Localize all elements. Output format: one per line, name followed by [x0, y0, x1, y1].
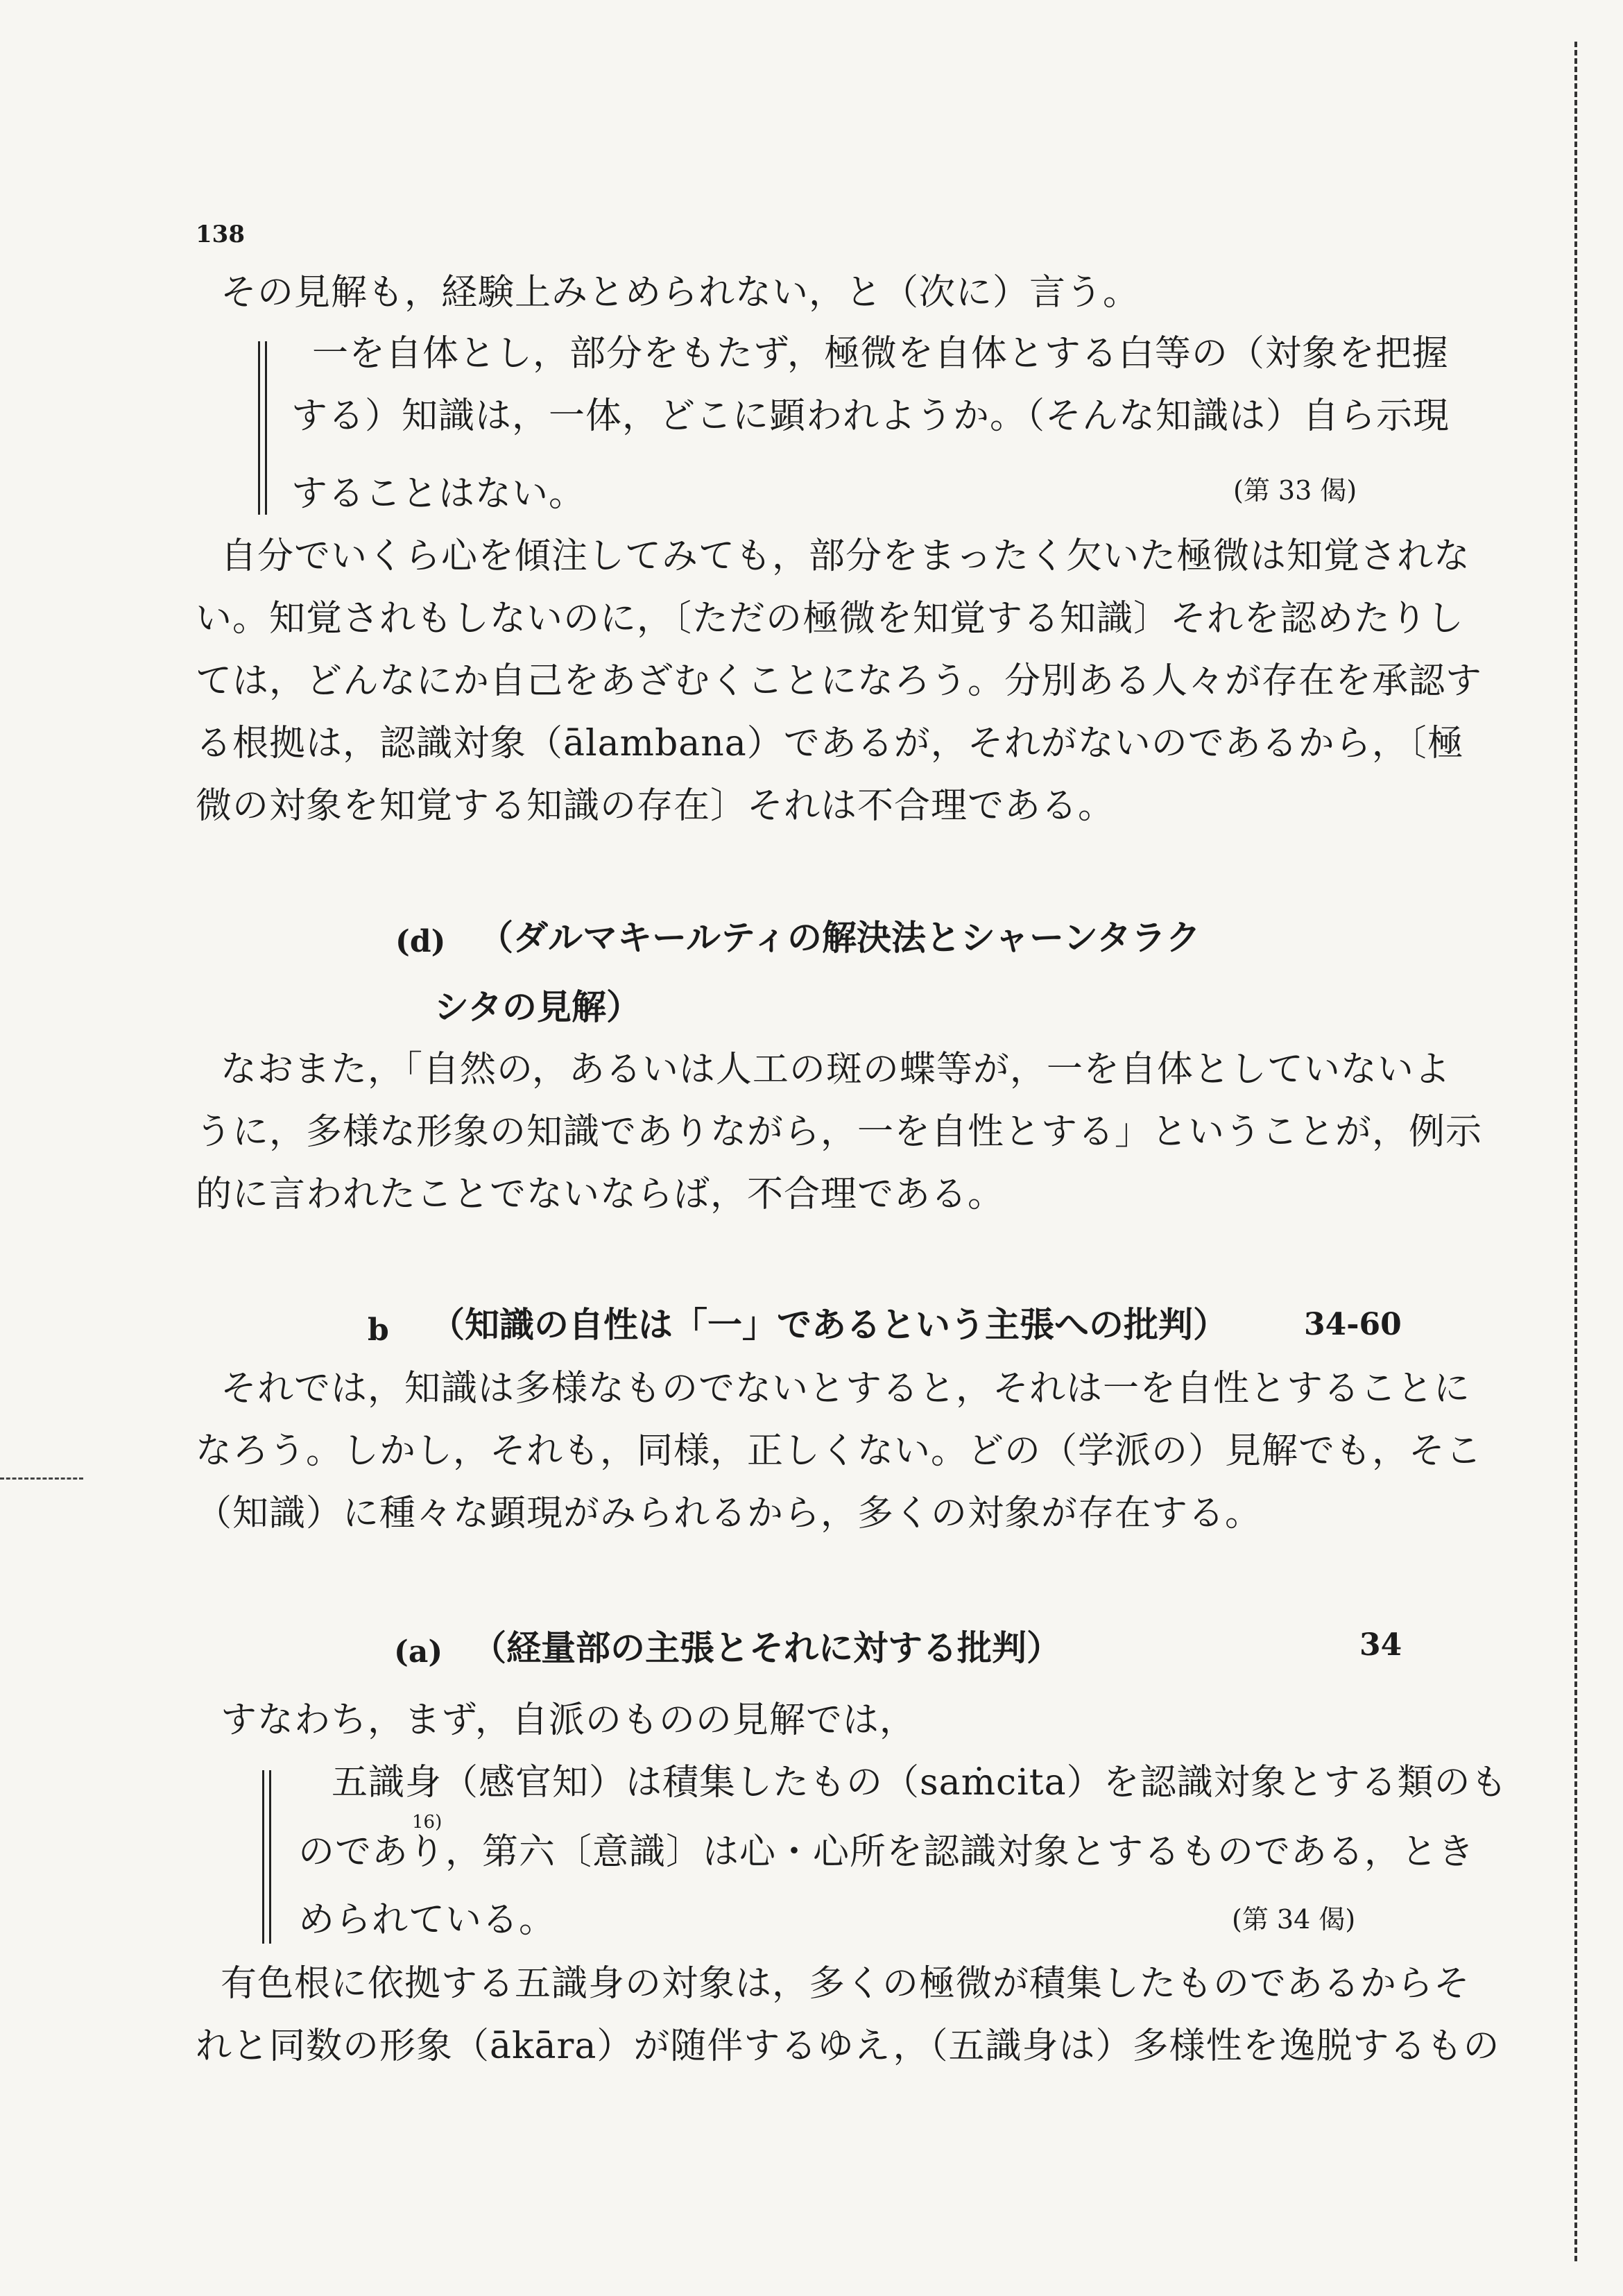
section-heading: （経量部の主張とそれに対する批判）: [472, 1628, 1061, 1668]
quote1-line: する）知識は，一体，どこに顕われようか。（そんな知識は）自ら示現: [291, 395, 1450, 437]
quote-bar-right: [269, 1770, 271, 1944]
quote1-line: することはない。: [291, 473, 586, 515]
intro-line: その見解も，経験上みとめられない，と（次に）言う。: [221, 272, 1140, 314]
section-label: (a): [394, 1634, 443, 1670]
paragraph-line: ては，どんなにか自己をあざむくことになろう。分別ある人々が存在を承認す: [196, 660, 1483, 702]
scan-mark: [0, 1477, 83, 1480]
paragraph-line: る根拠は，認識対象（ālambana）であるが，それがないのであるから，〔極: [196, 723, 1464, 764]
page-edge-shadow: [1574, 42, 1577, 2261]
paragraph-line: 自分でいくら心を傾注してみても，部分をまったく欠いた極微は知覚されな: [221, 536, 1471, 577]
quote-bar-right: [265, 341, 267, 515]
paragraph-line: （知識）に種々な顕現がみられるから，多くの対象が存在する。: [196, 1493, 1262, 1534]
paragraph-line: なおまた，「自然の，あるいは人工の斑の蝶等が，一を自体としていないよ: [221, 1049, 1451, 1090]
paragraph-line: うに，多様な形象の知識でありながら，一を自性とする」ということが，例示: [196, 1111, 1483, 1153]
quote-bar-left: [258, 341, 260, 515]
quote2-line: のであり，第六〔意識〕は心・心所を認識対象とするものである，とき: [298, 1831, 1475, 1873]
footnote-marker: 16): [412, 1812, 443, 1833]
section-heading: （知識の自性は「一」であるという主張への批判）: [430, 1305, 1228, 1345]
paragraph-line: なろう。しかし，それも，同様，正しくない。どの（学派の）見解でも，そこ: [196, 1430, 1483, 1472]
section-label: (d): [395, 924, 446, 959]
paragraph-line: 微の対象を知覚する知識の存在〕それは不合理である。: [196, 785, 1115, 827]
paragraph-line: それでは，知識は多様なものでないとすると，それは一を自性とすることに: [221, 1368, 1471, 1410]
verse-reference: (第 34 偈): [1232, 1904, 1356, 1935]
verse-range: 34: [1359, 1627, 1402, 1663]
paragraph-line: 有色根に依拠する五識身の対象は，多くの極微が積集したものであるからそ: [221, 1963, 1471, 2005]
quote2-line: 五識身（感官知）は積集したもの（saṁcita）を認識対象とする類のも: [332, 1762, 1508, 1804]
section-heading: （ダルマキールティの解決法とシャーンタラク: [479, 918, 1201, 958]
section-label: b: [368, 1312, 389, 1348]
page-number: 138: [196, 221, 245, 248]
quote1-line: 一を自体とし，部分をもたず，極微を自体とする白等の（対象を把握: [312, 333, 1449, 375]
paragraph-line: れと同数の形象（ākāra）が随伴するゆえ，（五識身は）多様性を逸脱するもの: [196, 2025, 1500, 2067]
verse-reference: (第 33 偈): [1233, 475, 1357, 506]
section-heading: シタの見解）: [434, 987, 641, 1027]
paragraph-line: すなわち，まず，自派のものの見解では，: [221, 1699, 916, 1741]
quote2-line: められている。: [298, 1899, 556, 1941]
paragraph-line: い。知覚されもしないのに，〔ただの極微を知覚する知識〕それを認めたりし: [196, 598, 1465, 640]
paragraph-line: 的に言われたことでないならば，不合理である。: [196, 1174, 1005, 1215]
verse-range: 34-60: [1304, 1307, 1402, 1342]
quote-bar-left: [262, 1770, 264, 1944]
